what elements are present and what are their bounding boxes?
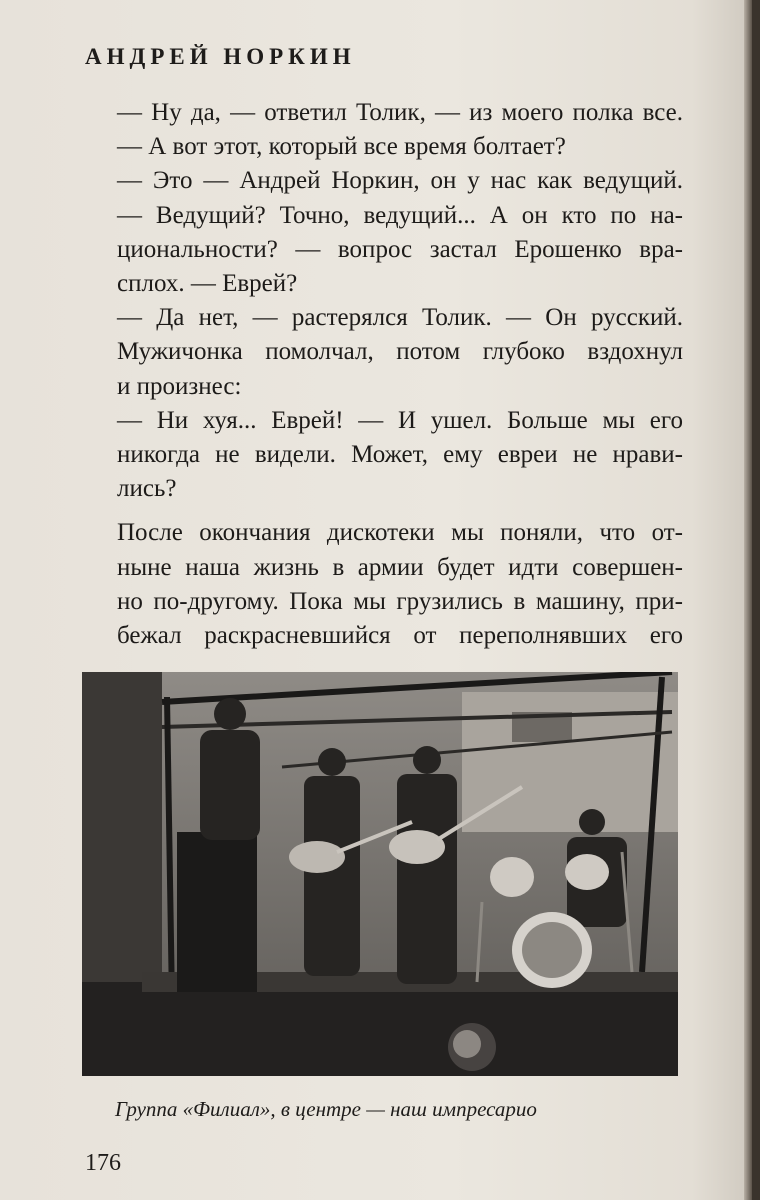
band-photo — [82, 672, 678, 1076]
text-line: и произнес: — [117, 372, 242, 400]
text-line: После окончания дискотеки мы поняли, что от- — [117, 519, 683, 547]
text-line: — Ведущий? Точно, ведущий... А он кто по на- — [117, 201, 683, 229]
running-head-author: АНДРЕЙ НОРКИН — [85, 44, 356, 69]
text-line: никогда не видели. Может, ему евреи не нрави- — [117, 441, 683, 469]
text-line: но по-другому. Пока мы грузились в машину, при- — [117, 587, 683, 615]
page-edge — [744, 0, 752, 1200]
text-line: — Ну да, — ответил Толик, — из моего полка все. — [117, 99, 683, 126]
page-number: 176 — [85, 1150, 121, 1176]
body-text — [117, 96, 683, 653]
text-line: — Это — Андрей Норкин, он у нас как ведущий. — [117, 167, 683, 195]
text-line: — Да нет, — растерялся Толик. — Он русский. — [117, 304, 683, 332]
text-line: Мужичонка помолчал, потом глубоко вздохнул — [117, 338, 683, 366]
text-line: сплох. — Еврей? — [117, 270, 298, 298]
band-photo-icon — [82, 672, 678, 1076]
photo-caption: Группа «Филиал», в центре — наш импресарио — [115, 1097, 537, 1121]
text-line: бежал раскрасневшийся от переполнявших его — [117, 622, 683, 650]
text-line: — Ни хуя... Еврей! — И ушел. Больше мы его — [117, 406, 683, 434]
text-line: циональности? — вопрос застал Ерошенко вра- — [117, 235, 683, 263]
text-line: — А вот этот, который все время болтает? — [117, 133, 566, 161]
text-line: ныне наша жизнь в армии будет идти совершен- — [117, 553, 683, 581]
text-line: лись? — [117, 475, 177, 503]
